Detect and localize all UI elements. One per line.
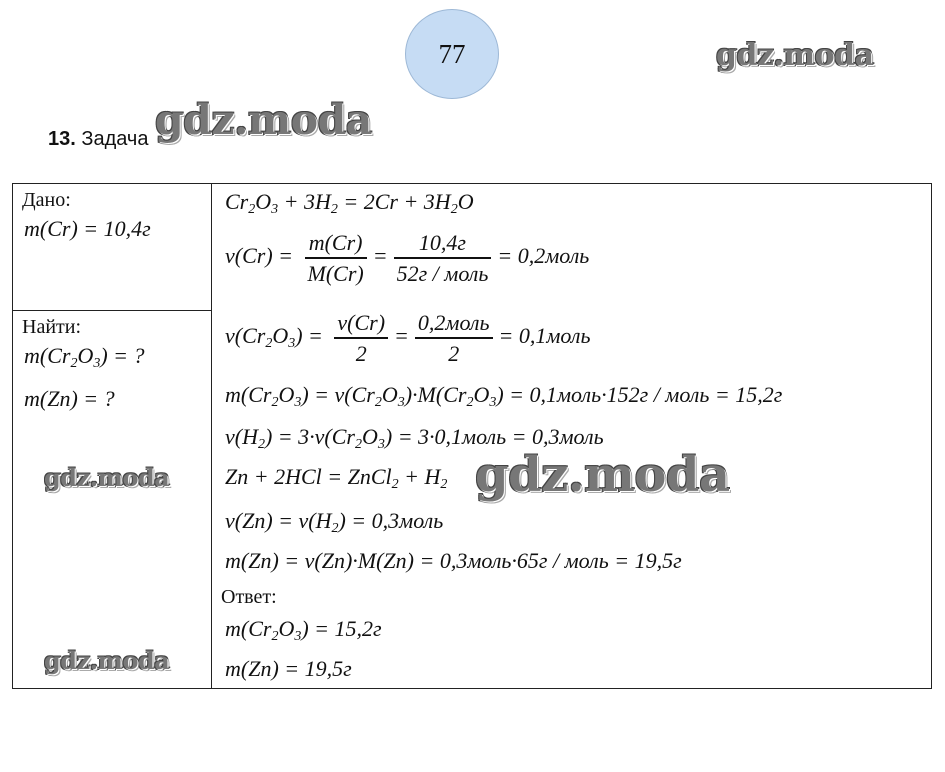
watermark-logo: gdz.moda bbox=[155, 96, 372, 144]
find-label: Найти: bbox=[22, 316, 82, 338]
watermark-logo: gdz.moda bbox=[475, 447, 730, 503]
equation-moles-cr: ν(Cr) = $\frac{m(Cr)}{M(Cr)}$ = $\frac{10,4г}{\text{52г / моль}}$ = 0,2моль bbox=[225, 230, 590, 286]
find-mass-zn: m(Zn) = ? bbox=[24, 386, 115, 411]
equation-moles-zn: $\nu(Zn) = \nu(H_2)$ = 0,3моль bbox=[225, 508, 444, 536]
equation-moles-h2: $\nu(H_2) = 3\cdot\nu(Cr_2O_3)$ = 3·0,1моль = 0,3моль bbox=[225, 424, 604, 452]
equation-mass-cr2o3: $m(Cr_2O_3) = \nu(Cr_2O_3)\cdot M(Cr_2O_3)$ = 0,1моль·152г / моль = 15,2г bbox=[225, 382, 783, 410]
answer-label: Ответ: bbox=[221, 586, 277, 608]
watermark-logo: gdz.moda bbox=[44, 646, 170, 675]
equation-reduction: $Cr_2O_3 + 3H_2 = 2Cr + 3H_2O$ bbox=[225, 189, 474, 217]
watermark-logo: gdz.moda bbox=[44, 463, 170, 492]
column-divider bbox=[211, 184, 212, 688]
page-number: 77 bbox=[438, 38, 466, 69]
watermark-logo: gdz.moda bbox=[716, 38, 874, 73]
task-title-text: Задача bbox=[81, 128, 149, 150]
row-divider bbox=[13, 310, 211, 311]
given-mass-cr: m(Cr) = 10,4г bbox=[24, 216, 151, 241]
equation-zinc-acid: Zn + 2HCl = ZnCl$_2$ + $H_2$ bbox=[225, 464, 448, 492]
task-number: 13. bbox=[48, 128, 76, 150]
solution-table bbox=[12, 183, 932, 689]
equation-mass-zn: m(Zn) = ν(Zn)·M(Zn) = 0,3моль·65г / моль = 19,5г bbox=[225, 548, 682, 573]
given-label: Дано: bbox=[22, 189, 71, 211]
task-title bbox=[48, 128, 148, 151]
equation-moles-cr2o3: $\nu(Cr_2O_3)$ = $\frac{\nu(Cr)}{2}$ = $\frac{\text{0,2моль}}{2}$ = 0,1моль bbox=[225, 310, 591, 366]
answer-mass-zn: m(Zn) = 19,5г bbox=[225, 656, 352, 681]
answer-mass-cr2o3: $m(Cr_2O_3) = 15,2г$ bbox=[225, 616, 382, 644]
find-mass-cr2o3: $m(Cr_2O_3)$ = ? bbox=[24, 343, 145, 371]
page-number-badge bbox=[405, 9, 499, 99]
